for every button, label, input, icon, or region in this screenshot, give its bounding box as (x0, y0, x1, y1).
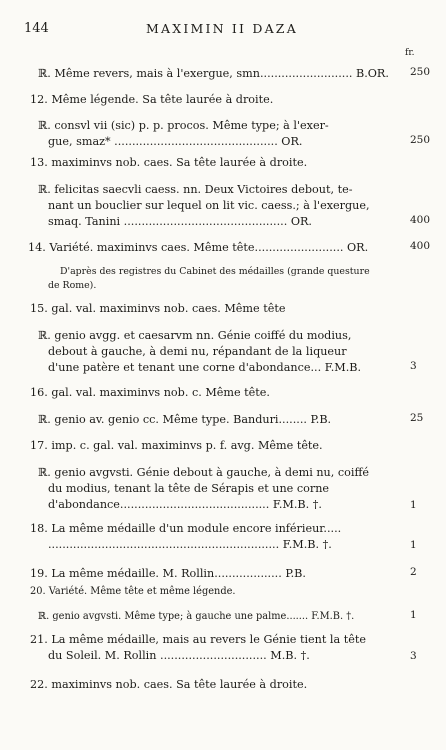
entry-line: 22. maximinvs nob. caes. Sa tête laurée à droite. (30, 678, 308, 691)
entry-line: debout à gauche, à demi nu, répandant de la liqueur (48, 345, 347, 358)
entry-line: 17. imp. c. gal. val. maximinvs p. f. avg. Même tête. (30, 439, 323, 452)
catalogue-entry (30, 155, 430, 171)
catalogue-entry (30, 66, 430, 82)
entry-line: ℝ. felicitas saecvli caess. nn. Deux Victoires debout, te- (38, 183, 353, 196)
note-line: de Rome). (48, 280, 97, 291)
entry-line: nant un bouclier sur lequel on lit vic. caess.; à l'exergue, (48, 199, 370, 212)
catalogue-entry (30, 301, 430, 317)
note-line: D'après des registres du Cabinet des médailles (grande questure (60, 266, 370, 277)
entry-line: 18. La même médaille d'un module encore inférieur..... (30, 522, 342, 535)
entry-line: 13. maximinvs nob. caes. Sa tête laurée à droite. (30, 156, 308, 169)
entry-line: 15. gal. val. maximinvs nob. caes. Même tête (30, 302, 286, 315)
entry-price: 250 (410, 66, 431, 78)
entry-line: ℝ. genio avgvsti. Génie debout à gauche, à demi nu, coiffé (38, 466, 370, 479)
catalogue-entry (30, 182, 430, 230)
entry-line: 12. Même légende. Sa tête laurée à droite. (30, 93, 274, 106)
catalogue-entry (30, 438, 430, 454)
catalogue-entry (30, 412, 430, 428)
catalogue-entry (30, 566, 430, 582)
entry-price: 1 (410, 539, 417, 551)
catalogue-entry (30, 584, 430, 600)
entry-price: 3 (410, 650, 417, 662)
catalogue-entry (30, 677, 430, 693)
running-title: MAXIMIN II DAZA (146, 21, 298, 36)
entry-line: 20. Variété. Même tête et même légende. (30, 586, 236, 597)
entry-line: ℝ. genio av. genio cc. Même type. Banduri........ P.B. (38, 413, 332, 426)
entry-price: 250 (410, 134, 431, 146)
entry-line: gue, smaz* .............................................. OR. (48, 135, 303, 148)
catalogue-entry (30, 521, 430, 553)
entry-line: du modius, tenant la tête de Sérapis et une corne (48, 482, 330, 495)
entry-line: du Soleil. M. Rollin .............................. M.B. †. (48, 649, 310, 662)
catalogue-entry (30, 609, 430, 625)
entry-line: ℝ. genio avgg. et caesarvm nn. Génie coiffé du modius, (38, 329, 352, 342)
catalogue-entry (30, 240, 430, 256)
catalogue-note (30, 265, 430, 293)
catalogue-entry (30, 632, 430, 664)
entry-price: 1 (410, 609, 417, 621)
entry-price: 25 (410, 412, 424, 424)
catalogue-entry (30, 465, 430, 513)
entry-price: 3 (410, 360, 417, 372)
entry-line: 14. Variété. maximinvs caes. Même tête......................... OR. (28, 241, 369, 254)
entry-line: ℝ. genio avgvsti. Même type; à gauche une palme....... F.M.B. †. (38, 611, 355, 622)
catalogue-entry (30, 328, 430, 376)
entry-price: 2 (410, 566, 417, 578)
entry-price: 1 (410, 499, 417, 511)
catalogue-entry (30, 92, 430, 108)
entry-line: ℝ. Même revers, mais à l'exergue, smn.......................... B.OR. (38, 67, 389, 80)
entry-price: 400 (410, 240, 431, 252)
entry-line: 19. La même médaille. M. Rollin................... P.B. (30, 567, 306, 580)
entry-line: 16. gal. val. maximinvs nob. c. Même tête. (30, 386, 270, 399)
catalogue-entry (30, 385, 430, 401)
entry-line: d'abondance.......................................... F.M.B. †. (48, 498, 322, 511)
catalogue-entry (30, 118, 430, 150)
page-number: 144 (24, 21, 49, 36)
entry-line: ................................................................. F.M.B. †. (48, 538, 332, 551)
entry-line: ℝ. consvl vii (sic) p. p. procos. Même type; à l'exer- (38, 119, 329, 132)
entry-price: 400 (410, 214, 431, 226)
entry-line: 21. La même médaille, mais au revers le Génie tient la tête (30, 633, 366, 646)
price-column-label: fr. (405, 48, 415, 58)
entry-line: d'une patère et tenant une corne d'abondance... F.M.B. (48, 361, 362, 374)
entry-line: smaq. Tanini .............................................. OR. (48, 215, 312, 228)
